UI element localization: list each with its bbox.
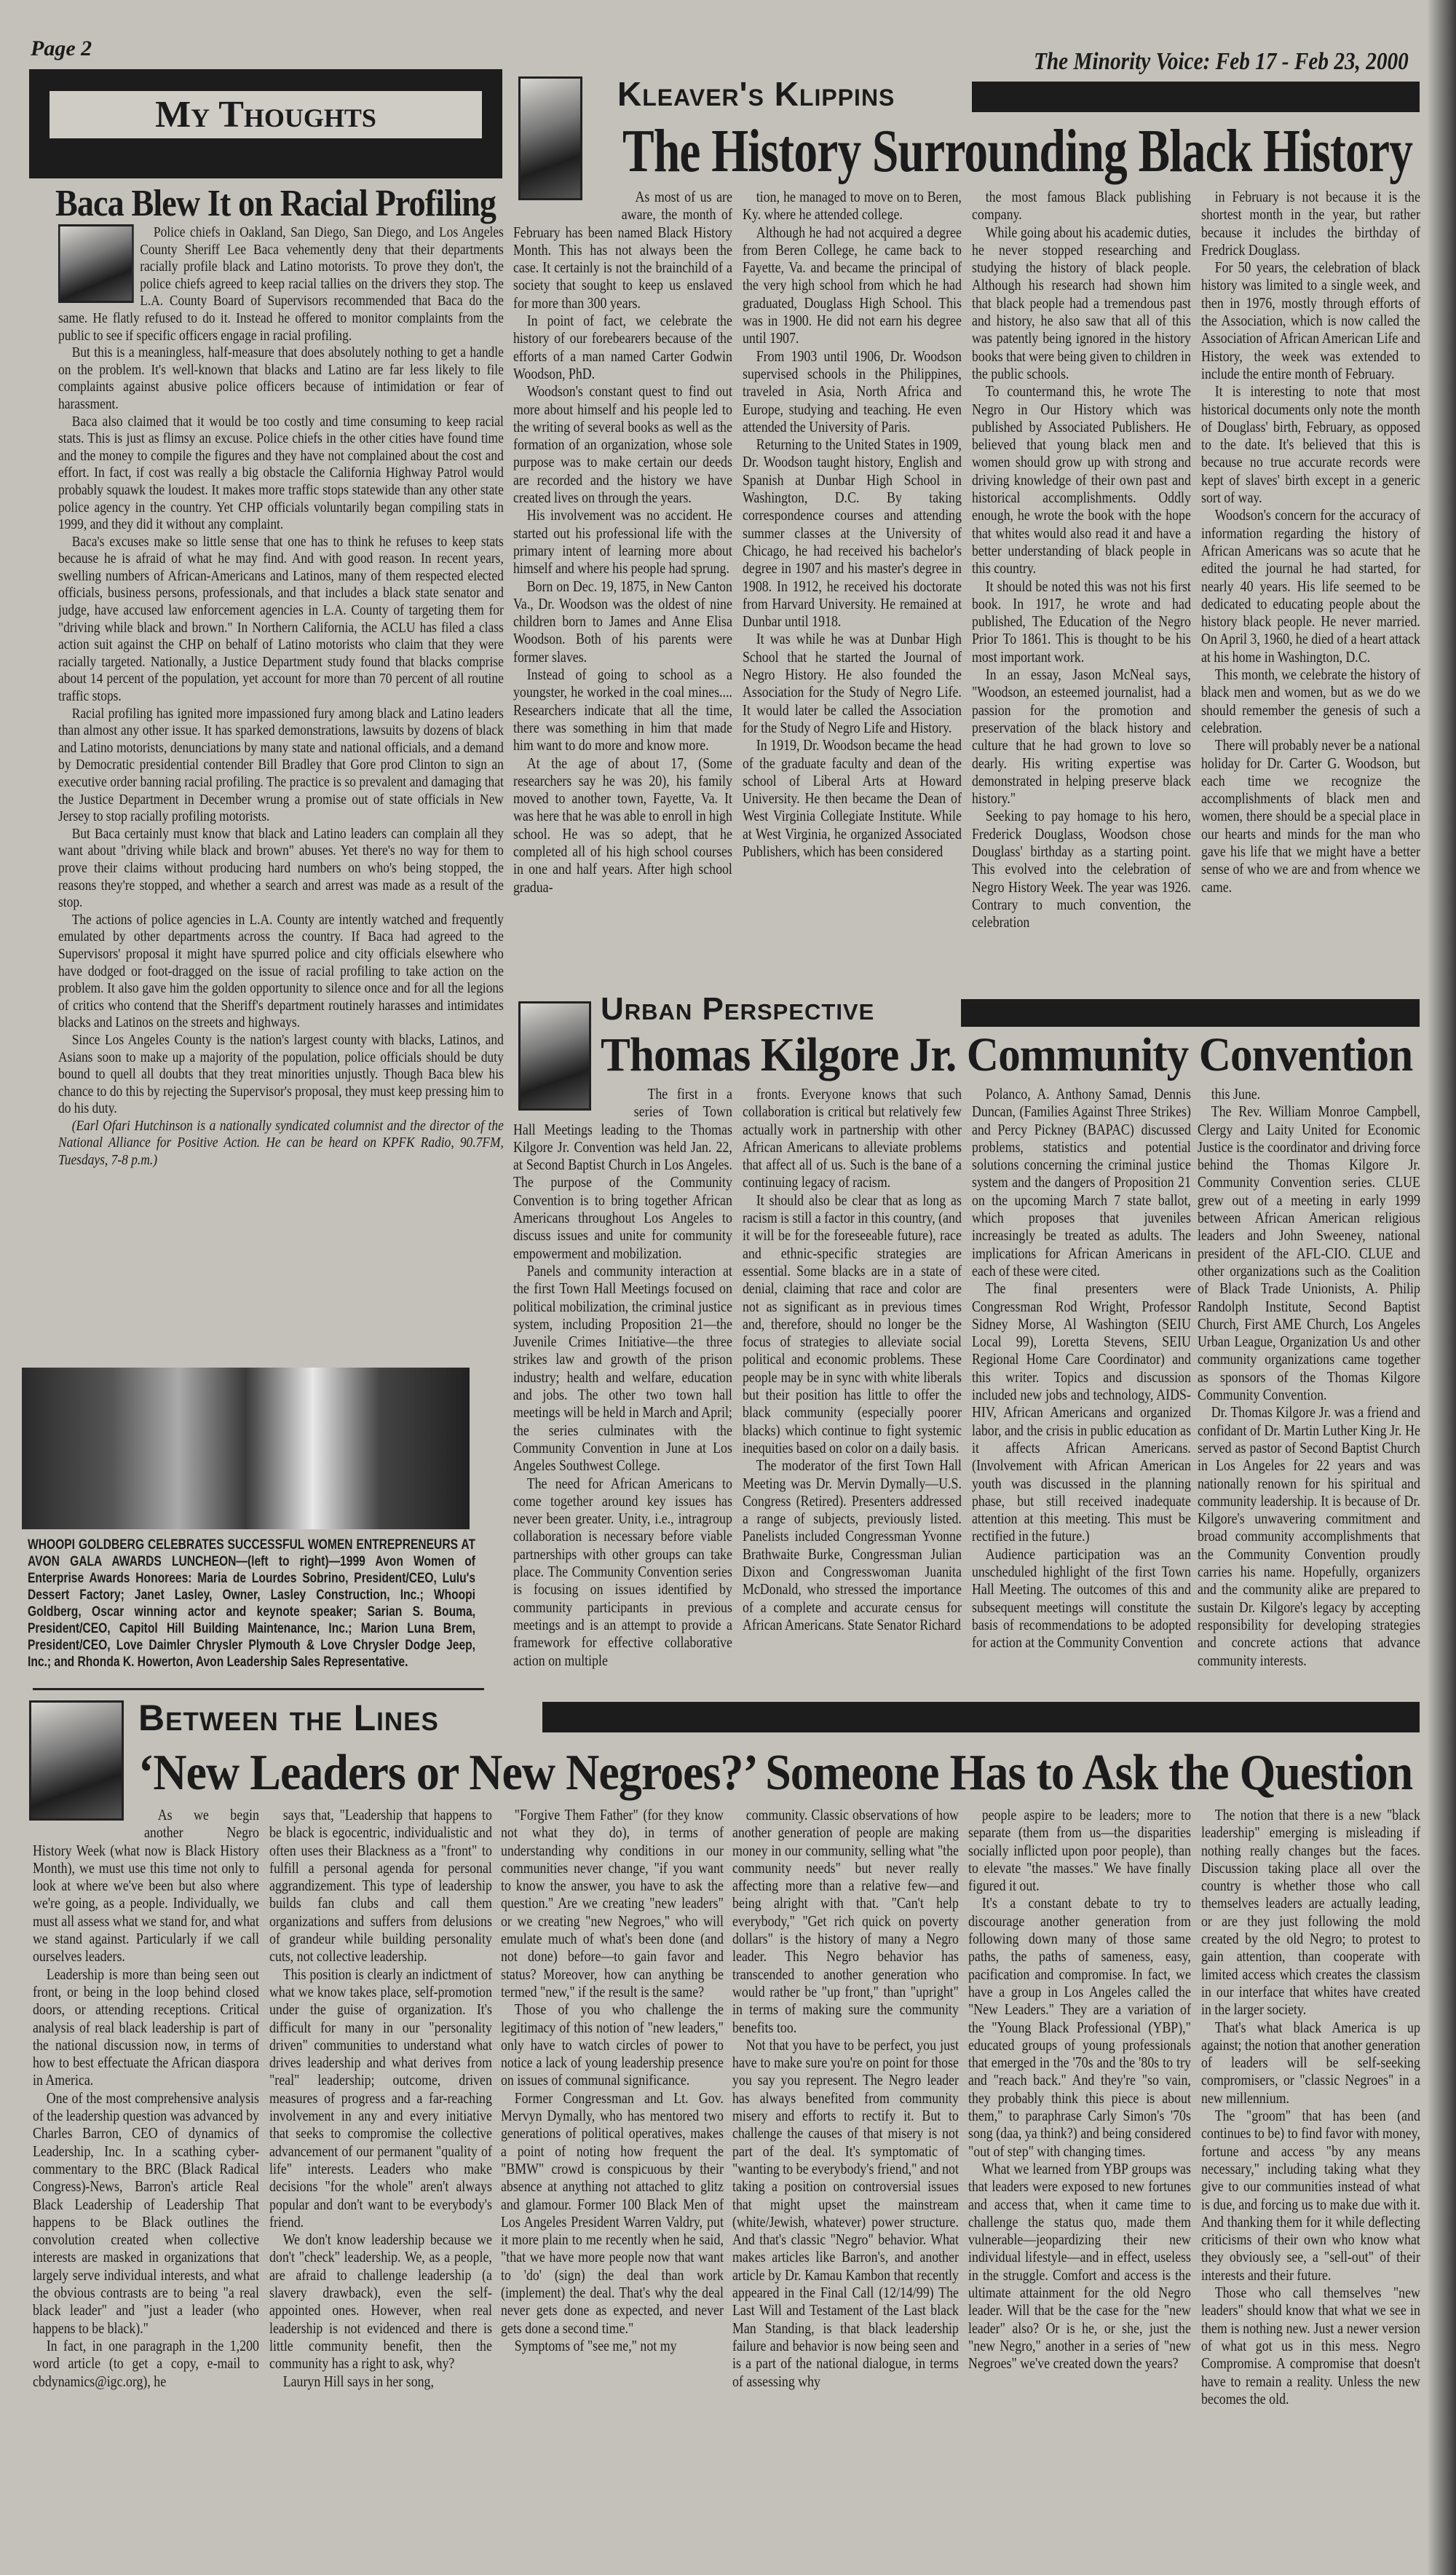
paragraph: This month, we celebrate the history of black men and women, but as we do we should remember the genesis of such a celebration.: [1201, 666, 1420, 736]
paragraph: Baca's excuses make so little sense that one has to think he refuses to keep stats because he is afraid of what he may find. And with good reason. In recent years, swelling numbers of African-Americans and Latinos, many of them respected elected officials, business persons, professionals, and that includes a black state senator and judge, have accused law enforcement agencies in L.A. County of targeting them for "driving while black and brown." In Northern California, the ACLU has filed a class action suit against the CHP on behalf of Latino motorists who claim that they were racially targeted. Nationally, a Justice Department study found that blacks comprise about 14 percent of the population, yet account for more than 70 percent of all routine traffic stops.: [58, 533, 504, 705]
paragraph: For 50 years, the celebration of black history was limited to a single week, and then in 1976, mostly through efforts of the Association, which is now called the Association of African American Life and History, the week was extended to include the entire month of February.: [1201, 259, 1420, 382]
columnist-photo: [518, 76, 582, 200]
paragraph: Polanco, A. Anthony Samad, Dennis Duncan, (Families Against Three Strikes) and Percy Pickney (BAPAC) discussed problems, statistics and potential solutions concerning the criminal justice system and the dangers of Proposition 21 on the upcoming March 7 state ballot, which proposes that juveniles increasingly be treated as adults. The implications for African Americans in each of these were cited.: [972, 1085, 1191, 1279]
history-headline: The History Surrounding Black History: [622, 117, 1413, 185]
kilgore-headline: Thomas Kilgore Jr. Community Convention: [601, 1028, 1413, 1081]
paragraph: Panels and community interaction at the first Town Hall Meetings focused on political mobilization, the criminal justice system, including Proposition 21—the Juvenile Crimes Initiative—the three strikes law and growth of the prison industry; health and welfare, education and jobs. The other two town hall meetings will be held in March and April; the series culminates with the Community Convention in June at Los Angeles Southwest College.: [513, 1261, 732, 1475]
baca-headline: Baca Blew It on Racial Profiling: [55, 183, 496, 224]
between-column-1: [33, 1806, 258, 2567]
between-column-3: [501, 1806, 723, 2567]
paragraph: But this is a meaningless, half-measure that does absolutely nothing to get a handle on the problem. It's well-known that blacks and Latino are far less likely to file complaints against abusive police officers because of intimidation or fear of harassment.: [58, 344, 504, 412]
kleavers-column-4: [1201, 188, 1420, 978]
paragraph: The need for African Americans to come together around key issues has never been greater. Unity, i.e., intragroup collaboration is necessary before viable partnerships with other groups can take place. The Community Convention series is focusing on issues identified by community participants in previous meetings and is an attempt to provide a framework for effective collaborative action on multiple: [513, 1474, 732, 1669]
section-divider: [33, 1688, 484, 1690]
kleavers-column-3: [972, 188, 1190, 978]
paragraph: At the age of about 17, (Some researchers say he was 20), his family moved to another town, Fayette, Va. It was here that he was able to enroll in high school. He was so adept, that he completed all of his high school courses in one and half years. After high school gradua-: [513, 754, 732, 896]
paragraph: His involvement was no accident. He started out his professional life with the primary intent of learning more about himself and where his people had sprung.: [513, 506, 732, 577]
paragraph: Racial profiling has ignited more impassioned fury among black and Latino leaders than almost any other issue. It has sparked demonstrations, lawsuits by dozens of black and Latino motorists, denunciations by many state and national officials, and a demand by Democratic presidential contender Bill Bradley that Gore prod Clinton to sign an executive order banning racial profiling. The practice is so prevalent and damaging that the Justice Department in December wrung a promise out of state officials in New Jersey to stop racially profiling motorists.: [58, 705, 504, 825]
article-body: [732, 1806, 959, 2390]
paragraph: This position is clearly an indictment of what we know takes place, self-promotion under the guise of organization. It's difficult for many in our "personality driven" communities to understand what drives leadership and what derives from "real" leadership; outcome, driven measures of progress and a far-reaching involvement in any and every initiative that seeks to compromise the collective advancement of our permanent "quality of life" interests. Leaders who make decisions "for the whole" aren't always popular and don't want to be everybody's friend.: [269, 1965, 492, 2231]
paragraph: In fact, in one paragraph in the 1,200 word article (to get a copy, e-mail to cbdynamics@igc.org), he: [33, 2336, 259, 2390]
section-bar: [542, 1702, 1420, 1732]
between-column-2: [269, 1806, 491, 2567]
photo-caption-block: [28, 1537, 475, 1682]
between-column-4: [732, 1806, 958, 2567]
paragraph: The final presenters were Congressman Rod Wright, Professor Sidney Morse, Al Washington (SEIU Local 99), Loretta Stevens, SEIU Regional Home Care Coordinator) and this writer. Topics and discussion included new jobs and technology, AIDS-HIV, African Americans and organized labor, and the crisis in public education as it affects African Americans. (Involvement with African American youth was discussed in the planning phase, but still received inadequate attention at this meeting. This must be rectified in the future.): [972, 1279, 1191, 1545]
columnist-photo: [29, 1700, 124, 1821]
paragraph: the most famous Black publishing company.: [972, 188, 1191, 224]
paragraph: What we learned from YBP groups was that leaders were exposed to new fortunes and access that, when it came time to challenge the status quo, made them vulnerable—jeopardizing their new individual lifestyle—and in effect, useless in the struggle. Comfort and access is the ultimate attainment for the old Negro leader. Will that be the case for the "new leader" also? Or is he, or she, just the "new Negro," another in a series of "new Negroes" we've created down the years?: [968, 2159, 1191, 2373]
paragraph: But Baca certainly must know that black and Latino leaders can complain all they want about "driving while black and brown" abuses. Yet there's no way for them to prove their claims without producing hard numbers on who's being stopped, the reasons they're stopped, and whether a search and arrest was made as a result of the stop.: [58, 825, 504, 911]
paragraph: As most of us are aware, the month of February has been named Black History Month. This has not always been the case. It certainly is not the brainchild of a society that sought to keep us enslaved for more than 300 years.: [513, 188, 732, 312]
paragraph: Leadership is more than being seen out front, or being in the loop behind closed doors, or attending receptions. Critical analysis of real black leadership is part of the national discussion now, in terms of how to best effectuate the African diaspora in America.: [33, 1965, 259, 2089]
paragraph: From 1903 until 1906, Dr. Woodson supervised schools in the Philippines, traveled in Asia, North Africa and Europe, studying and teaching. He even attended the University of Paris.: [743, 347, 962, 435]
paragraph: Not that you have to be perfect, you just have to make sure you're on point for those you say you represent. The Negro leader has always benefited from community misery and efforts to rectify it. But to challenge the causes of that misery is not part of the deal. It's symptomatic of "wanting to be everybody's friend," and not taking a position on controversial issues that might upset the mainstream (white/Jewish, whatever) power structure. And that's classic "Negro" behavior. What makes articles like Barron's, and another article by Dr. Kamau Kambon that recently appeared in the Final Call (12/14/99) The Last Will and Testament of the Last black Man Standing, is that black leadership failure and behavior is now being seen and is a part of the national dialogue, in terms of assessing why: [732, 2035, 959, 2390]
between-column-6: [1201, 1806, 1420, 2567]
paragraph: We don't know leadership because we don't "check" leadership. We, as a people, are afraid to challenge leadership (a slavery drawback), even the self-appointed ones. However, when real leadership is not evidenced and there is little community benefit, then the community has a right to ask, why?: [269, 2231, 492, 2373]
article-body: [972, 188, 1191, 931]
article-body: [33, 1806, 259, 2390]
section-bar: [972, 82, 1420, 112]
my-thoughts-label: My Thoughts: [50, 91, 482, 138]
scan-edge-shadow: [1427, 0, 1456, 2575]
kleavers-klippins-label: Kleaver's Klippins: [617, 75, 895, 113]
article-body: [513, 188, 732, 896]
urban-column-2: [743, 1085, 962, 1633]
paragraph: people aspire to be leaders; more to separate (them from us—the disparities socially inflicted upon poor people), than to elevate "the masses." We have finally figured it out.: [968, 1806, 1191, 1895]
new-leaders-headline: ‘New Leaders or New Negroes?’ Someone Has to Ask the Question: [138, 1745, 1413, 1801]
paragraph: Since Los Angeles County is the nation's largest county with blacks, Latinos, and Asians soon to make up a majority of the population, police officials should be duty bound to quell all doubts that they treat minorities unjustly. Though Baca blew his chance to do this by rejecting the Supervisor's proposal, they must keep pressing him to do his duty.: [58, 1031, 504, 1117]
paragraph: Lauryn Hill says in her song,: [282, 2372, 434, 2390]
paragraph: Returning to the United States in 1909, Dr. Woodson taught history, English and Spanish at Dunbar High School in Washington, D.C. By taking correspondence courses and attending summer classes at the University of Chicago, he had received his bachelor's degree in 1907 and his master's degree in 1908. In 1912, he received his doctorate from Harvard University. He remained at Dunbar until 1918.: [743, 435, 962, 631]
article-body: [501, 1806, 724, 2354]
kleavers-column-2: [743, 188, 961, 978]
paragraph: Woodson's constant quest to find out more about himself and his people led to the writing of several books as well as the formation of an organization, whose sole purpose was to make certain our deeds are recorded and the history we have created lives on through the years.: [513, 382, 732, 507]
paragraph: says that, "Leadership that happens to be black is egocentric, individualistic and often uses their Blackness as a "front" to fulfill a personal agenda for personal aggrandizement. This type of leadership builds fan clubs and call them organizations and suffers from delusions of grandeur while building personality cuts, not collective leadership.: [269, 1806, 492, 1965]
urban-column-1: [513, 1085, 732, 1669]
paragraph: Woodson's concern for the accuracy of information regarding the history of African Americans was so acute that he edited the journal he had started, for nearly 40 years. His life seemed to be dedicated to educating people about the history black people. He never married. On April 3, 1960, he died of a heart attack at his home in Washington, D.C.: [1201, 506, 1420, 666]
paragraph: The notion that there is a new "black leadership" emerging is misleading if nothing really changes but the faces. Discussion taking place all over the country is whether those who call themselves leaders are actually leading, or are they just following the mold created by the old Negro; to protest to gain attention, than cooperate with limited access which creates the classism in our interface that whites have created in the larger society.: [1201, 1806, 1420, 2019]
article-body: [743, 188, 962, 860]
paragraph: One of the most comprehensive analysis of the leadership question was advanced by Charles Barron, CEO of dynamics of Leadership, Inc. In a scathing cyber-commentary to the BRC (Black Radical Congress)-News, Barron's article Real Black Leadership of Leadership That happens to be Black outlines the convolution created when collective interests are masked in organizations that largely serve individual interests, and what the obvious contrasts are to being "a real black leader" and "just a leader (who happens to be black).": [33, 2089, 259, 2337]
paragraph: Those who call themselves "new leaders" should know that what we see in them is nothing new. Just a newer version of what got us in this mess. Negro Compromise. A compromise that doesn't have to remain a reality. Unless the new becomes the old.: [1201, 2284, 1420, 2408]
masthead-dateline: The Minority Voice: Feb 17 - Feb 23, 2000: [1034, 48, 1409, 75]
paragraph: It should be noted this was not his first book. In 1917, he wrote and had published, The Education of the Negro Prior To 1861. This is thought to be his most important work.: [972, 577, 1191, 666]
paragraph: Born on Dec. 19, 1875, in New Canton Va., Dr. Woodson was the oldest of nine children born to James and Anne Elisa Woodson. Both of his parents were former slaves.: [513, 577, 732, 666]
paragraph: In point of fact, we celebrate the history of our forebearers because of the efforts of a man named Carter Godwin Woodson, PhD.: [513, 312, 732, 382]
paragraph: To countermand this, he wrote The Negro in Our History which was published by Associated Publishers. He believed that young black men and women should grow up with strong and driving knowledge of their own past and historical accomplishments. Oddly enough, he wrote the book with the hope that whites would also read it and have a better understanding of black people in this country.: [972, 382, 1191, 577]
photo-caption: WHOOPI GOLDBERG CELEBRATES SUCCESSFUL WOMEN ENTREPRENEURS AT AVON GALA AWARDS LUNCHEON—(left to right)—1999 Avon Women of Enterprise Awards Honorees: Maria de Lourdes Sobrino, President/CEO, Lulu's Dessert Factory; Janet Lasley, Owner, Lasley Construction, Inc.; Whoopi Goldberg, Oscar winning actor and keynote speaker; Sarian S. Bouma, President/CEO, Capitol Hill Building Maintenance, Inc.; Marion Luna Brem, President/CEO, Love Daimler Chrysler Plymouth & Love Chrysler Dodge Jeep, Inc.; and Rhonda K. Howerton, Avon Leadership Sales Representative.: [28, 1537, 475, 1670]
paragraph: It is interesting to note that most historical documents only note the month of Douglass' birth, February, as opposed to the date. It's believed that this is because no true accurate records were kept of slaves' birth except in a generic sort of way.: [1201, 382, 1420, 507]
article-body: [1201, 188, 1420, 896]
paragraph: The moderator of the first Town Hall Meeting was Dr. Mervin Dymally—U.S. Congress (Retired). Presenters addressed a range of subjects, previously listed. Panelists included Congressman Yvonne Brathwaite Burke, Congressman Julian Dixon and Congresswoman Juanita McDonald, who stressed the importance of a complete and accurate census for African Americans. State Senator Richard: [743, 1456, 962, 1633]
article-body: [968, 1806, 1191, 2373]
article-body: [972, 1085, 1191, 1652]
paragraph: Although he had not acquired a degree from Beren College, he came back to Fayette, Va. and became the principal of the very high school from which he had graduated, Douglass High School. This was in 1900. He did not earn his degree until 1907.: [743, 223, 962, 347]
urban-column-3: [972, 1085, 1191, 1652]
article-body: [1198, 1085, 1420, 1669]
between-the-lines-label: Between the Lines: [138, 1697, 439, 1738]
avon-luncheon-photo: [22, 1368, 470, 1529]
paragraph: The actions of police agencies in L.A. County are intently watched and frequently emulated by other departments across the country. If Baca had agreed to the Supervisors' proposal it might have spurred police and city officials elsewhere who have dodged or foot-dragged on the issue of racial profiling to take action on the problem. It also gave him the golden opportunity to silence once and for all the legions of critics who contend that the Sheriff's department routinely harasses and intimidates blacks and Latinos on the streets and highways.: [58, 911, 504, 1031]
paragraph: It was while he was at Dunbar High School that he started the Journal of Negro History. He also founded the Association for the Study of Negro Life. It would later be called the Association for the Study of Negro Life and History.: [743, 630, 962, 736]
paragraph: Former Congressman and Lt. Gov. Mervyn Dymally, who has mentored two generations of political operatives, makes a point of noting how frequent the "BMW" crowd is conspicuous by their absence at anything not attached to glitz and glamour. Former 100 Black Men of Los Angeles President Warren Valdry, put it more plain to me recently when he said, "that we have more people now that want to 'do' (sign) the deal than work (implement) the deal. That's why the deal never gets done as expected, and never gets done a second time.": [501, 2089, 724, 2337]
paragraph: "Forgive Them Father" (for they know not what they do), in terms of understanding why conditions in our communities never change, "if you want to know the answer, you have to ask the question." Are we creating "new leaders" or we creating "new Negroes," who will emulate much of what's been done (and not done) before—to gain favor and status? Moreover, how can anything be termed "new," if the result is the same?: [501, 1806, 724, 2000]
author-photo: [58, 224, 134, 303]
paragraph: tion, he managed to move on to Beren, Ky. where he attended college.: [743, 188, 962, 224]
paragraph: The "groom" that has been (and continues to be) to find favor with money, fortune and access "by any means necessary," including taking what they give to our communities instead of what is due, and forcing us to make due with it. And thanking them for it while deflecting criticisms of their own who know what they obviously see, a "sell-out" of their interests and their future.: [1201, 2107, 1420, 2284]
paragraph: There will probably never be a national holiday for Dr. Carter G. Woodson, but each time we recognize the accomplishments of black men and women, there should be a special place in our hearts and minds for the man who gave his life that we might have a better sense of who we are and from whence we came.: [1201, 736, 1420, 896]
paragraph: In an essay, Jason McNeal says, "Woodson, an esteemed journalist, had a passion for the promotion and preservation of the black history and culture that he had grown to love so dearly. His writing expertise was demonstrated in helping preserve black history.": [972, 666, 1191, 808]
paragraph: Baca also claimed that it would be too costly and time consuming to keep racial stats. This is just as flimsy an excuse. Police chiefs in the other cities have found time and the money to compile the figures and they have not complained about the cost and effort. In fact, if cost was really a big obstacle the California Highway Patrol would probably squawk the loudest. It makes more traffic stops statewide than any other state police agency in the country. Yet CHP officials voluntarily began compiling stats in 1999, and they did it without any complaint.: [58, 413, 504, 533]
page-number: Page 2: [31, 36, 92, 60]
article-body: [513, 1085, 732, 1669]
paragraph: The Rev. William Monroe Campbell, Clergy and Laity United for Economic Justice is the coordinator and driving force behind the Thomas Kilgore Jr. Community Convention series. CLUE grew out of a meeting in early 1999 between African American religious leaders and John Sweeney, national president of the AFL-CIO. CLUE and other organizations such as the Coalition of Black Trade Unionists, A. Philip Randolph Institute, Second Baptist Church, First AME Church, Los Angeles Urban League, Organization Us and other community organizations came together as sponsors of the Thomas Kilgore Community Convention.: [1198, 1103, 1420, 1404]
paragraph: In 1919, Dr. Woodson became the head of the graduate faculty and dean of the school of Liberal Arts at Howard University. He then became the Dean of West Virginia Collegiate Institute. While at West Virginia, he organized Associated Publishers, which has been considered: [743, 736, 962, 860]
paragraph: The first in a series of Town Hall Meetings leading to the Thomas Kilgore Jr. Convention was held Jan. 22, at Second Baptist Church in Los Angeles. The purpose of the Community Convention is to bring together African Americans throughout Los Angeles to discuss issues and unite for community empowerment and mobilization.: [513, 1085, 732, 1262]
paragraph: While going about his academic duties, he never stopped researching and studying the history of black people. Although his research had shown him that black people had a tremendous past and history, he also saw that all of this was patently being ignored in the history books that were being given to children in the public schools.: [972, 223, 1191, 382]
author-tagline: (Earl Ofari Hutchinson is a nationally syndicated columnist and the director of the National Alliance for Positive Action. He can be heard on KPFK Radio, 90.7FM, Tuesdays, 7-8 p.m.): [58, 1117, 504, 1169]
paragraph: Audience participation was an unscheduled highlight of the first Town Hall Meeting. The outcomes of this and subsequent meetings will constitute the basis of recommendations to be adopted for action at the Community Convention: [972, 1545, 1191, 1652]
paragraph: Seeking to pay homage to his hero, Frederick Douglass, Woodson chose Douglass' birthday as a starting point. This evolved into the celebration of Negro History Week. The year was 1926. Contrary to much convention, the celebration: [972, 807, 1191, 931]
paragraph: Dr. Thomas Kilgore Jr. was a friend and confidant of Dr. Martin Luther King Jr. He served as pastor of Second Baptist Church in Los Angeles for 22 years and was nationally renown for his spiritual and community leadership. It is because of Dr. Kilgore's unwavering commitment and broad community accomplishments that the Community Convention proudly carries his name. Hopefully, organizers and the community alike are prepared to sustain Dr. Kilgore's legacy by accepting responsibility for developing strategies and concrete actions that advance community interests.: [1198, 1403, 1420, 1669]
between-column-5: [968, 1806, 1190, 2567]
paragraph: community. Classic observations of how another generation of people are making money in our community, selling what "the community needs" but never really affecting more than a relative few—and being alright with that. "Can't help everybody," "Get rich quick on poverty dollars" is the history of many a Negro leader. This Negro behavior has transcended to another generation who would rather be "up front," than "upright" in terms of making sure the community benefits too.: [732, 1806, 959, 2036]
paragraph: It should also be clear that as long as racism is still a factor in this country, (and it will be for the foreseeable future), race and ethnic-specific strategies are essential. Some blacks are in a state of denial, claiming that race and color are not as significant as in previous times and, therefore, should no longer be the focus of strategies to alleviate social political and economic problems. These people may be in sync with white liberals but their position has little to offer the black community (especially poorer blacks) which continue to fight systemic inequities based on color on a daily basis.: [743, 1191, 962, 1456]
paragraph: That's what black America is up against; the notion that another generation of leaders will be self-seeking compromisers, or "classic Negroes" in a new millennium.: [1201, 2018, 1420, 2107]
paragraph: It's a constant debate to try to discourage another generation from following down many of those same paths, the paths of sameness, easy, pacification and compromise. In fact, we have a group in Los Angeles called the "New Leaders." They are a variation of the "Young Black Professional (YBP)," educated groups of young professionals that emerged in the '70s and the '80s to try and "reach back." And they're "so vain, they probably think this piece is about them," to paraphrase Carly Simon's '70s song (daa, ya think?) and being considered "out of step" with changing times.: [968, 1894, 1191, 2160]
urban-column-4: [1198, 1085, 1420, 1669]
kleavers-column-1: [513, 188, 732, 978]
paragraph: Those of you who challenge the legitimacy of this notion of "new leaders," only have to watch circles of power to notice a lack of young leadership presence on issues of communal significance.: [501, 2000, 724, 2089]
article-body: [269, 1806, 492, 2390]
baca-article: [58, 224, 502, 1360]
paragraph: Police chiefs in Oakland, San Diego, San Diego, and Los Angeles County Sheriff Lee Baca vehemently deny that their departments racially profile black and Latino motorists. To prove they don't, the police chiefs agreed to keep racial tallies on the drivers they stop. The L.A. County Board of Supervisors recommended that Baca do the same. He flatly refused to do it. Instead he offered to monitor complaints from the public to see if specific officers engage in racial profiling.: [58, 224, 504, 344]
paragraph: As we begin another Negro History Week (what now is Black History Month), we must use this time not only to look at where we've been but also where we're going, as a people. Individually, we must all assess what we stand for, and what we stand against. Particularly if we call ourselves leaders.: [33, 1806, 259, 1965]
paragraph: this June.: [1211, 1085, 1261, 1103]
article-body: [743, 1085, 962, 1633]
paragraph: in February is not because it is the shortest month in the year, but rather because it includes the birthday of Fredrick Douglass.: [1201, 188, 1420, 259]
urban-perspective-label: Urban Perspective: [601, 991, 875, 1027]
article-body: [1201, 1806, 1420, 2408]
paragraph: Symptoms of "see me," not my: [514, 2336, 677, 2354]
my-thoughts-banner: [29, 69, 502, 178]
section-bar: [961, 999, 1420, 1027]
paragraph: Instead of going to school as a youngster, he worked in the coal mines.... Researchers indicate that all the time, there was something in him that made him want to do more and know more.: [513, 666, 732, 754]
paragraph: fronts. Everyone knows that such collaboration is critical but relatively few actually work in partnership with other African Americans to alleviate problems that affect all of us. Such is the bane of a continuing legacy of racism.: [743, 1085, 962, 1191]
article-body: [58, 224, 504, 1118]
